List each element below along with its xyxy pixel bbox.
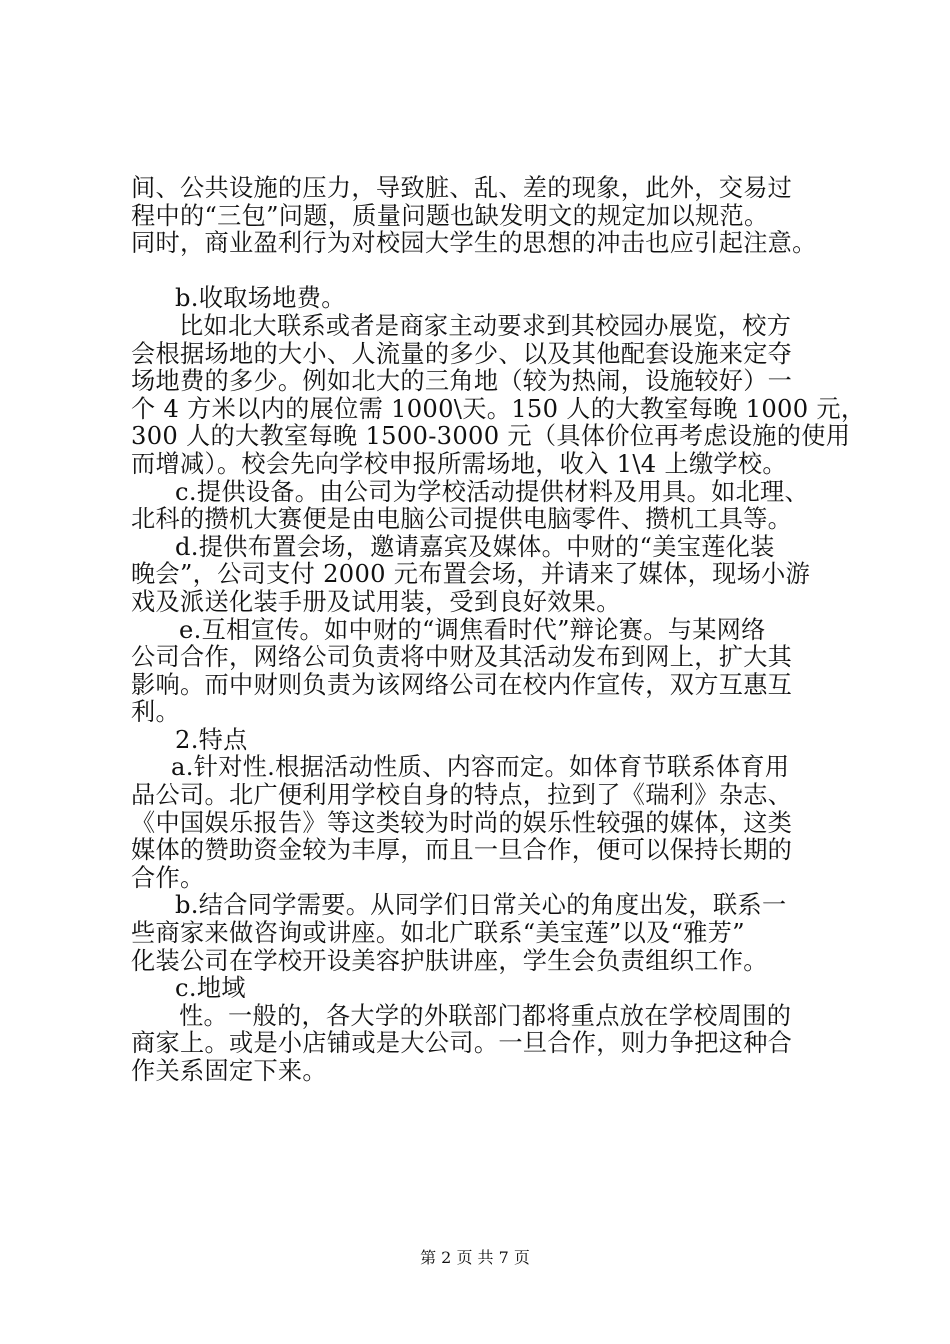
text-line: e.互相宣传。如中财的“调焦看时代”辩论赛。与某网络	[179, 615, 766, 644]
text-line: 程中的“三包”问题，质量问题也缺发明文的规定加以规范。	[131, 201, 769, 230]
text-line: 比如北大联系或者是商家主动要求到其校园办展览，校方	[179, 311, 792, 340]
text-line: 同时，商业盈利行为对校园大学生的思想的冲击也应引起注意。	[131, 229, 817, 258]
text-line: 商家上。或是小店铺或是大公司。一旦合作，则力争把这种合	[131, 1029, 793, 1058]
text-line: 戏及派送化装手册及试用装，受到良好效果。	[131, 587, 621, 616]
text-line: 晚会”，公司支付 2000 元布置会场，并请来了媒体，现场小游	[131, 560, 811, 589]
text-line: c.提供设备。由公司为学校活动提供材料及用具。如北理、	[175, 477, 810, 506]
text-line: 影响。而中财则负责为该网络公司在校内作宣传，双方互惠互	[131, 670, 793, 699]
text-line: 个 4 方米以内的展位需 1000\天。150 人的大教室每晚 1000 元，	[131, 394, 866, 423]
text-line: 场地费的多少。例如北大的三角地（较为热闹，设施较好）一	[131, 367, 793, 396]
text-line: 媒体的赞助资金较为丰厚，而且一旦合作，便可以保持长期的	[131, 836, 793, 865]
text-line: 品公司。北广便利用学校自身的特点，拉到了《瑞利》杂志、	[131, 781, 793, 810]
text-line: 作关系固定下来。	[131, 1057, 327, 1085]
text-line: 300 人的大教室每晚 1500-3000 元（具体价位再考虑设施的使用	[131, 422, 851, 451]
text-line: 《中国娱乐报告》等这类较为时尚的娱乐性较强的媒体，这类	[131, 808, 793, 837]
text-line: 化装公司在学校开设美容护肤讲座，学生会负责组织工作。	[131, 946, 768, 975]
text-line: 北科的攒机大赛便是由电脑公司提供电脑零件、攒机工具等。	[131, 505, 793, 534]
document-body	[131, 174, 866, 1086]
text-line: c.地域	[175, 974, 246, 1003]
text-line: a.针对性.根据活动性质、内容而定。如体育节联系体育用	[171, 753, 790, 782]
section-heading: 2.特点	[175, 725, 248, 754]
text-line: 些商家来做咨询或讲座。如北广联系“美宝莲”以及“雅芳”	[131, 919, 745, 948]
section-heading: b.收取场地费。	[175, 284, 346, 313]
text-line: b.结合同学需要。从同学们日常关心的角度出发，联系一	[175, 891, 787, 920]
text-line: d.提供布置会场，邀请嘉宾及媒体。中财的“美宝莲化装	[175, 532, 775, 561]
text-line: 利。	[131, 698, 180, 727]
paragraph-gap	[131, 258, 831, 286]
text-line: 合作。	[131, 863, 205, 892]
text-line: 公司合作，网络公司负责将中财及其活动发布到网上，扩大其	[131, 643, 793, 672]
text-line: 性。一般的，各大学的外联部门都将重点放在学校周围的	[179, 1001, 792, 1030]
text-line: 间、公共设施的压力，导致脏、乱、差的现象，此外，交易过	[131, 174, 793, 202]
text-line: 而增减）。校会先向学校申报所需场地，收入 1\4 上缴学校。	[131, 449, 787, 478]
page-number: 第 2 页 共 7 页	[420, 1248, 530, 1267]
text-line: 会根据场地的大小、人流量的多少、以及其他配套设施来定夺	[131, 339, 793, 368]
